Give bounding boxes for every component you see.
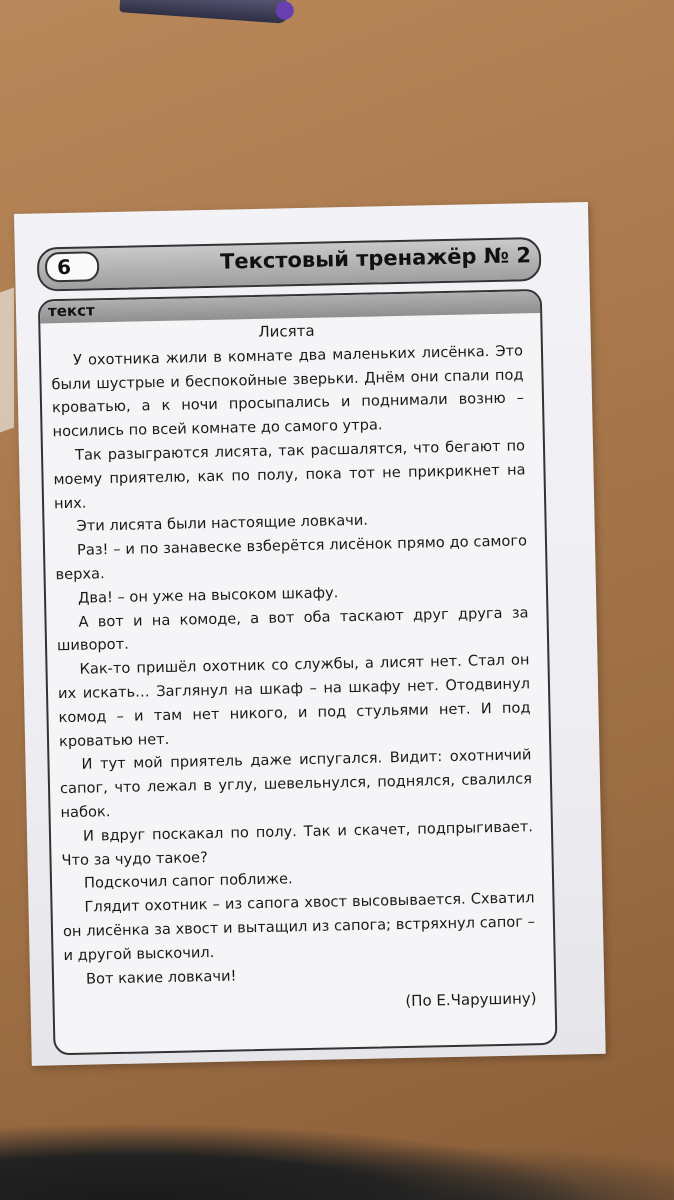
pen-cap xyxy=(275,1,294,20)
page-title: Текстовый тренажёр № 2 xyxy=(219,243,532,274)
section-label: текст xyxy=(47,301,95,321)
paragraph: Подскочил сапог поближе. xyxy=(83,870,293,893)
paragraph: Вот какие ловкачи! xyxy=(85,967,237,988)
story-text xyxy=(50,315,536,1021)
paragraph: Эти лисята были настоящие ловкачи. xyxy=(76,512,369,536)
paragraph: Раз! – и по занавеске взберётся лисёнок прямо до самого верха. xyxy=(55,532,528,584)
worksheet-page xyxy=(14,202,606,1066)
background-paper-edge xyxy=(0,287,14,432)
text-frame xyxy=(38,289,558,1055)
paragraph: И тут мой приятель даже испугался. Видит: охотничий сапог, что лежал в углу, шевельнулся, поднялся, свалился набок. xyxy=(59,746,533,822)
paragraph: Так разыграются лисята, так расшалятся, что бегают по моему приятелю, как по полу, пока тот не прикрикнет на них. xyxy=(53,437,526,512)
paragraph: А вот и на комоде, а вот оба таскают друг друга за шиворот. xyxy=(56,603,529,655)
dark-cloth xyxy=(0,1110,674,1200)
paragraph: У охотника жили в комнате два маленьких лисёнка. Это были шустрые и беспокойные зверьки. Днём они спали под кроватью, а к ночи просыпались и поднимали возню – носились по всей комнате до самого утра. xyxy=(51,342,525,441)
page-number: 6 xyxy=(45,251,100,282)
story-title: Лисята xyxy=(258,321,315,341)
pen xyxy=(119,0,290,24)
paragraph: Как-то пришёл охотник со службы, а лисят нет. Стал он их искать… Заглянул на шкаф – на шкафу нет. Отодвинул комод – и там нет никого, и под стульями нет. И под кроватью нет. xyxy=(57,651,531,750)
paragraph: И вдруг поскакал по полу. Так и скачет, подпрыгивает. Что за чудо такое? xyxy=(61,818,534,869)
paragraph: Глядит охотник – из сапога хвост высовывается. Схватил он лисёнка за хвост и вытащил из сапога; встряхнул сапог – и другой выскочил. xyxy=(62,889,536,964)
page-header xyxy=(37,237,542,292)
paragraph: Два! – он уже на высоком шкафу. xyxy=(77,584,339,607)
story-author: (По Е.Чарушину) xyxy=(405,989,537,1011)
